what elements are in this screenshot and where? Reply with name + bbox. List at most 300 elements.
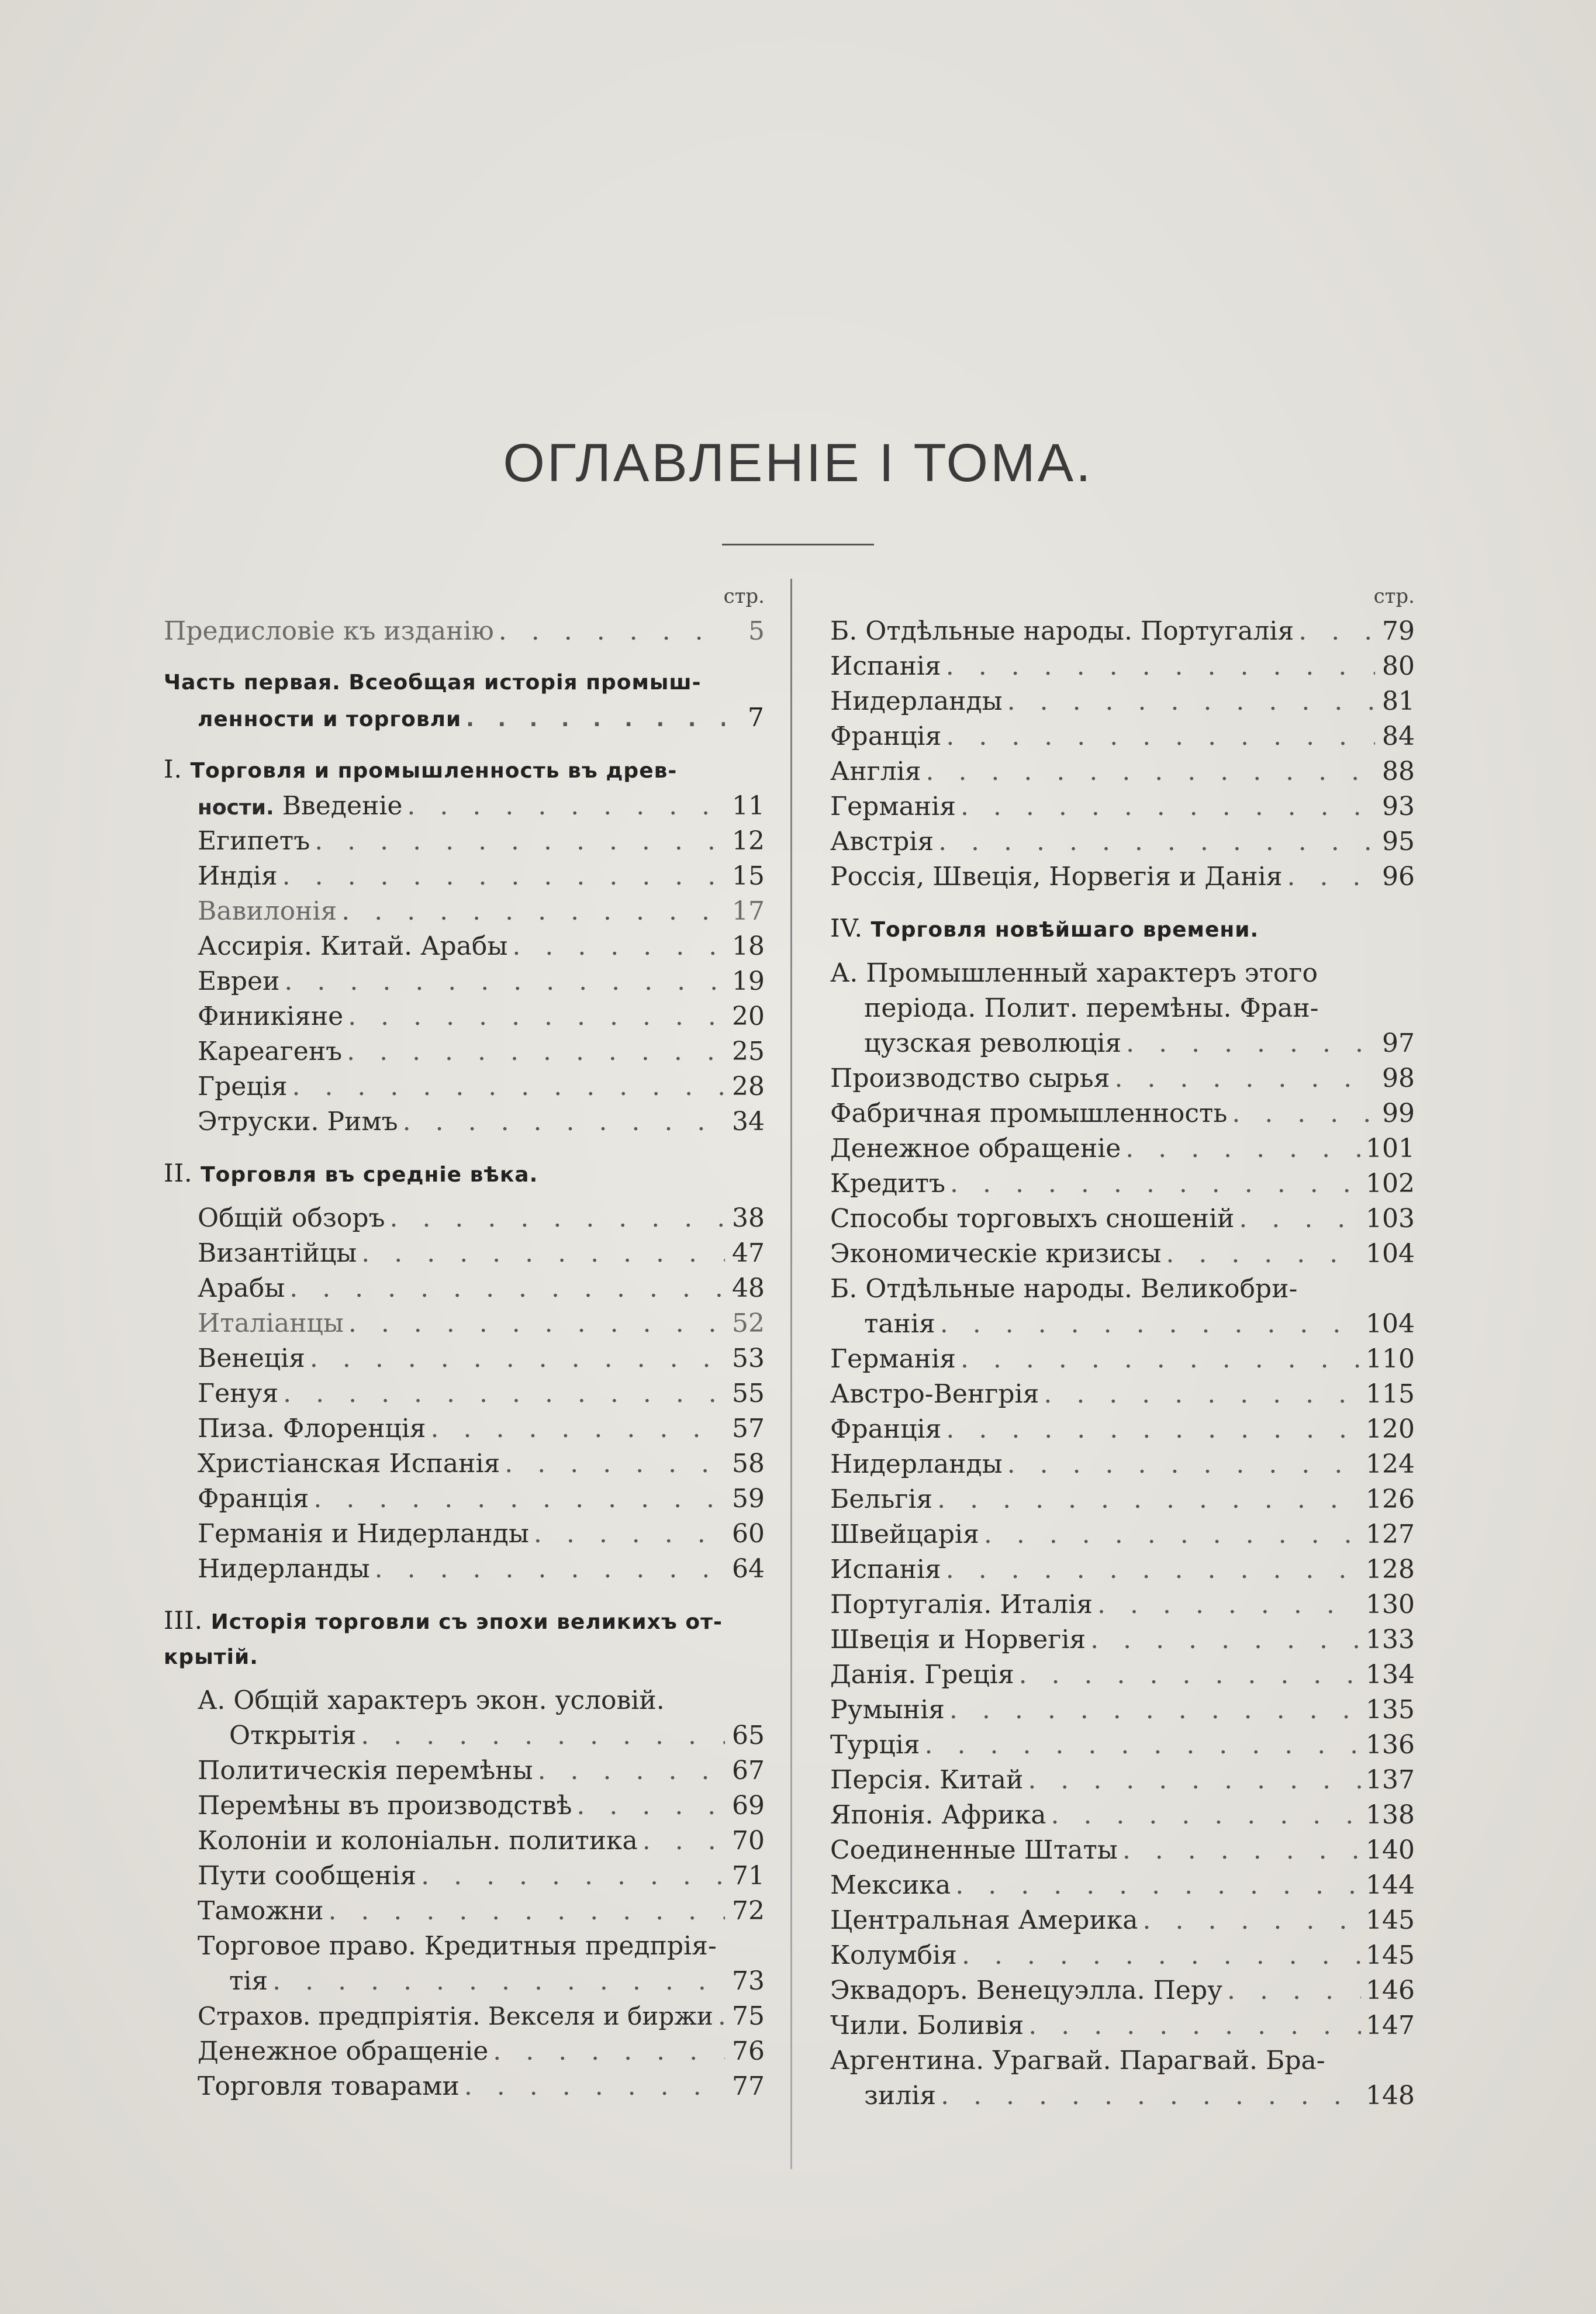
- toc-entry-page: 97: [1382, 1028, 1415, 1058]
- toc-entry-page: 126: [1366, 1484, 1415, 1514]
- toc-entry[interactable]: [164, 1069, 765, 1104]
- title-rule: [722, 544, 874, 545]
- section-numeral: IV.: [830, 914, 863, 942]
- toc-entry-line[interactable]: періода. Полит. перемѣны. Фран-: [864, 993, 1319, 1023]
- toc-entry-label: Колумбія: [830, 1940, 957, 1970]
- toc-entry-page: 146: [1366, 1975, 1415, 2005]
- column-divider: [790, 579, 792, 2169]
- section-3-items: [164, 1683, 765, 2104]
- toc-entry-label: Египетъ: [198, 826, 310, 856]
- part-one-label: Часть первая.: [164, 671, 341, 695]
- toc-entry-label: Германія: [830, 792, 956, 821]
- toc-entry[interactable]: [830, 1131, 1415, 1166]
- toc-entry-label: Евреи: [198, 966, 280, 996]
- toc-entry-page: 73: [732, 1966, 765, 1996]
- leader-dots: [466, 702, 725, 737]
- toc-entry[interactable]: [830, 1201, 1415, 1237]
- toc-entry-label: Греція: [198, 1072, 288, 1101]
- section-4: [830, 911, 1415, 2113]
- toc-entry-page: 103: [1366, 1204, 1415, 1234]
- toc-entry-page: 47: [732, 1238, 765, 1268]
- section-3b-items: [830, 614, 1415, 894]
- toc-entry-line[interactable]: Торговое право. Кредитныя предпрія-: [198, 1931, 717, 1961]
- toc-entry-page: 58: [732, 1449, 765, 1479]
- toc-entry[interactable]: [164, 1517, 765, 1552]
- toc-entry-page: 130: [1366, 1590, 1415, 1619]
- toc-entry-label: Соединенные Штаты: [830, 1835, 1118, 1865]
- leader-dots: [403, 1104, 725, 1139]
- leader-dots: [937, 1482, 1361, 1517]
- toc-entry[interactable]: [830, 1763, 1415, 1798]
- toc-entry-label: Арабы: [198, 1273, 285, 1303]
- toc-entry-page: 124: [1366, 1449, 1415, 1479]
- toc-entry[interactable]: [830, 1447, 1415, 1482]
- section-2: [164, 1156, 765, 1587]
- toc-entry-label: Германія: [830, 1344, 956, 1374]
- leader-dots: [718, 1999, 725, 2034]
- toc-entry[interactable]: [164, 2069, 765, 2104]
- toc-entry-label: Румынія: [830, 1695, 945, 1725]
- toc-entry-page: 110: [1366, 1344, 1415, 1374]
- toc-entry[interactable]: [830, 754, 1415, 789]
- section-3-heading-cont: крытій.: [164, 1645, 258, 1669]
- leader-dots: [938, 824, 1375, 859]
- toc-entry-page: 57: [732, 1414, 765, 1443]
- toc-entry-page: 69: [732, 1791, 765, 1821]
- toc-entry-page: 140: [1366, 1835, 1415, 1865]
- toc-entry-label: Способы торговыхъ сношеній: [830, 1204, 1235, 1234]
- toc-entry[interactable]: [830, 2078, 1415, 2113]
- toc-entry[interactable]: [830, 1237, 1415, 1272]
- leader-dots: [1287, 859, 1375, 894]
- toc-entry-label: зилія: [864, 2081, 937, 2111]
- leader-dots: [1122, 1833, 1361, 1868]
- leader-dots: [941, 2078, 1361, 2113]
- leader-dots: [925, 754, 1375, 789]
- toc-entry-label: Нидерланды: [198, 1554, 370, 1584]
- toc-entry-label: Кредитъ: [830, 1169, 946, 1199]
- toc-entry-label: Перемѣны въ производствѣ: [198, 1791, 572, 1821]
- leader-dots: [1239, 1201, 1361, 1237]
- toc-entry-label: Англія: [830, 757, 921, 786]
- toc-entry-label: Вавилонія: [198, 896, 337, 926]
- toc-entry-page: 28: [732, 1072, 765, 1101]
- toc-entry-label: Испанія: [830, 651, 941, 681]
- toc-entry-label: тія: [229, 1966, 268, 1996]
- toc-entry-label: Россія, Швеція, Норвегія и Данія: [830, 862, 1283, 892]
- toc-entry-page: 48: [732, 1273, 765, 1303]
- leader-dots: [1051, 1798, 1361, 1833]
- leader-dots: [421, 1859, 725, 1894]
- toc-entry[interactable]: [830, 1307, 1415, 1342]
- toc-entry[interactable]: [830, 684, 1415, 719]
- toc-entry-page: 67: [732, 1756, 765, 1785]
- toc-entry-page: 12: [732, 826, 765, 856]
- toc-entry-page: 104: [1366, 1309, 1415, 1339]
- leader-dots: [1227, 1973, 1361, 2008]
- toc-entry-page: 34: [732, 1107, 765, 1137]
- toc-entry-page: 77: [732, 2071, 765, 2101]
- toc-entry-page: 148: [1366, 2081, 1415, 2111]
- toc-entry-label: Открытія: [229, 1721, 357, 1750]
- leader-dots: [642, 1823, 725, 1859]
- leader-dots: [283, 1376, 725, 1411]
- toc-entry[interactable]: [164, 1859, 765, 1894]
- leader-dots: [984, 1517, 1361, 1552]
- toc-entry-label: ности. Введеніе: [198, 791, 403, 821]
- toc-entry-label: Персія. Китай: [830, 1765, 1024, 1795]
- leader-dots: [310, 1341, 725, 1376]
- toc-entry-label: Данія. Греція: [830, 1660, 1014, 1690]
- leader-dots: [341, 894, 725, 929]
- toc-entry[interactable]: [830, 1166, 1415, 1201]
- toc-entry-line[interactable]: А. Общій характеръ экон. условій.: [198, 1686, 665, 1715]
- toc-entry-page: 71: [732, 1861, 765, 1891]
- toc-entry-page: 60: [732, 1519, 765, 1549]
- toc-entry-page: 55: [732, 1379, 765, 1408]
- toc-entry[interactable]: [164, 894, 765, 929]
- leader-dots: [1019, 1657, 1361, 1693]
- toc-entry-label: Швейцарія: [830, 1519, 979, 1549]
- leader-dots: [1143, 1903, 1362, 1938]
- toc-entry[interactable]: [830, 2008, 1415, 2043]
- toc-entry[interactable]: [164, 1034, 765, 1069]
- toc-entry-page: 25: [732, 1037, 765, 1066]
- toc-entry-page: 79: [1382, 616, 1415, 646]
- section-3-heading[interactable]: III. Исторія торговли съ эпохи великихъ от-: [164, 1606, 723, 1635]
- toc-entry[interactable]: [830, 649, 1415, 684]
- leader-dots: [962, 1938, 1361, 1973]
- leader-dots: [946, 1412, 1361, 1447]
- toc-entry-page: 18: [732, 931, 765, 961]
- toc-entry[interactable]: [830, 1728, 1415, 1763]
- toc-entry-page: 135: [1366, 1695, 1415, 1725]
- toc-entry-label: Экономическіе кризисы: [830, 1239, 1162, 1269]
- toc-entry[interactable]: [164, 1104, 765, 1139]
- leader-dots: [961, 789, 1375, 824]
- leader-dots: [512, 929, 725, 964]
- toc-entry-label: Византійцы: [198, 1238, 357, 1268]
- toc-entry-label: Швеція и Норвегія: [830, 1625, 1086, 1655]
- leader-dots: [1028, 1763, 1361, 1798]
- toc-entry-page: 138: [1366, 1800, 1415, 1830]
- section-4-heading[interactable]: IV. Торговля новѣйшаго времени.: [830, 914, 1259, 942]
- leader-dots: [955, 1868, 1361, 1903]
- leader-dots: [538, 1753, 725, 1788]
- toc-entry[interactable]: [830, 1798, 1415, 1833]
- toc-entry-page: 5: [748, 616, 765, 646]
- toc-entry-page: 99: [1382, 1099, 1415, 1128]
- toc-entry-label: Ассирія. Китай. Арабы: [198, 931, 508, 961]
- toc-entry[interactable]: [830, 1587, 1415, 1622]
- toc-entry-page: 128: [1366, 1555, 1415, 1584]
- toc-entry-label: Генуя: [198, 1379, 279, 1408]
- toc-entry-label: Чили. Боливія: [830, 2011, 1024, 2040]
- toc-entry-label: Португалія. Италія: [830, 1590, 1093, 1619]
- toc-entry[interactable]: [830, 789, 1415, 824]
- toc-entry[interactable]: [164, 1718, 765, 1753]
- leader-dots: [361, 1236, 725, 1271]
- toc-entry[interactable]: [830, 1482, 1415, 1517]
- toc-entry-page: 76: [732, 2036, 765, 2066]
- toc-entry[interactable]: [830, 859, 1415, 894]
- section-2-heading[interactable]: II. Торговля въ средніе вѣка.: [164, 1159, 538, 1187]
- toc-entry-label: Предисловіе къ изданію: [164, 616, 494, 646]
- leader-dots: [505, 1446, 725, 1481]
- toc-entry[interactable]: [164, 824, 765, 859]
- toc-entry[interactable]: [830, 1903, 1415, 1938]
- toc-entry[interactable]: [164, 1999, 765, 2034]
- leader-dots: [1044, 1377, 1361, 1412]
- toc-entry[interactable]: [830, 1026, 1415, 1061]
- leader-dots: [347, 1034, 725, 1069]
- leader-dots: [1126, 1026, 1375, 1061]
- toc-entry[interactable]: [164, 1753, 765, 1788]
- toc-entry-label: Индія: [198, 861, 278, 891]
- toc-entry[interactable]: [164, 999, 765, 1034]
- toc-entry[interactable]: [164, 964, 765, 999]
- section-4-items: [830, 956, 1415, 2113]
- toc-entry-page: 101: [1366, 1134, 1415, 1163]
- leader-dots: [407, 789, 725, 824]
- toc-entry[interactable]: [830, 1517, 1415, 1552]
- leader-dots: [1114, 1061, 1375, 1096]
- leader-dots: [925, 1728, 1361, 1763]
- toc-entry-page: 133: [1366, 1625, 1415, 1655]
- leader-dots: [361, 1718, 725, 1753]
- toc-entry-label: Франція: [198, 1484, 309, 1514]
- toc-entry-label: Производство сырья: [830, 1063, 1110, 1093]
- leader-dots: [315, 824, 725, 859]
- toc-entry-page: 88: [1382, 757, 1415, 786]
- toc-entry-page: 145: [1366, 1905, 1415, 1935]
- leader-dots: [950, 1166, 1361, 1201]
- part-one-heading[interactable]: [164, 665, 765, 735]
- toc-entry-label: Нидерланды: [830, 686, 1003, 716]
- toc-entry-page: 38: [732, 1203, 765, 1233]
- toc-entry[interactable]: [830, 1833, 1415, 1868]
- leader-dots: [289, 1271, 725, 1306]
- toc-entry-label: Страхов. предпріятія. Векселя и биржи: [198, 2002, 713, 2030]
- toc-entry[interactable]: [830, 1657, 1415, 1693]
- toc-entry-line[interactable]: А. Промышленный характеръ этого: [830, 958, 1318, 988]
- leader-dots: [1125, 1131, 1361, 1166]
- leader-dots: [534, 1517, 725, 1552]
- toc-left-column: [164, 585, 765, 2112]
- toc-entry[interactable]: [164, 1481, 765, 1517]
- leader-dots: [284, 964, 725, 999]
- leader-dots: [946, 719, 1375, 754]
- toc-entry[interactable]: [830, 1377, 1415, 1412]
- toc-entry-page: 81: [1382, 686, 1415, 716]
- toc-entry[interactable]: [164, 1894, 765, 1929]
- toc-entry[interactable]: [164, 1306, 765, 1341]
- toc-entry-label: Австрія: [830, 827, 934, 856]
- toc-entry[interactable]: [830, 1973, 1415, 2008]
- leader-dots: [1028, 2008, 1361, 2043]
- section-1-heading[interactable]: I. Торговля и промышленность въ древ-: [164, 755, 678, 783]
- section-numeral: II.: [164, 1159, 193, 1187]
- leader-dots: [292, 1069, 725, 1104]
- leader-dots: [389, 1201, 725, 1236]
- toc-entry[interactable]: [830, 1552, 1415, 1587]
- toc-entry-label: Японія. Африка: [830, 1800, 1046, 1830]
- toc-entry-page: 96: [1382, 862, 1415, 892]
- toc-entry[interactable]: [830, 1868, 1415, 1903]
- part-one-title: Всеобщая исторія промыш-: [340, 671, 702, 695]
- leader-dots: [940, 1307, 1361, 1342]
- toc-entry[interactable]: [164, 1788, 765, 1823]
- toc-entry-page: 104: [1366, 1239, 1415, 1269]
- toc-entry-page: 145: [1366, 1940, 1415, 1970]
- toc-entry-page: 137: [1366, 1765, 1415, 1795]
- toc-entry[interactable]: [830, 1938, 1415, 1973]
- toc-entry-page: 93: [1382, 792, 1415, 821]
- toc-entry[interactable]: [164, 1823, 765, 1859]
- toc-entry[interactable]: [164, 789, 765, 824]
- leader-dots: [313, 1481, 725, 1517]
- leader-dots: [1166, 1237, 1361, 1272]
- page-label: стр.: [723, 585, 765, 608]
- leader-dots: [348, 1306, 725, 1341]
- toc-entry-label: Испанія: [830, 1555, 941, 1584]
- leader-dots: [348, 999, 725, 1034]
- toc-entry-page: 11: [732, 791, 765, 821]
- toc-entry[interactable]: [830, 719, 1415, 754]
- toc-entry-page: 84: [1382, 721, 1415, 751]
- leader-dots: [375, 1552, 725, 1587]
- leader-dots: [499, 614, 725, 649]
- toc-entry[interactable]: [164, 1552, 765, 1587]
- toc-entry-label: Денежное обращеніе: [830, 1134, 1121, 1163]
- toc-entry-label: Австро-Венгрія: [830, 1379, 1039, 1409]
- toc-entry[interactable]: [164, 2034, 765, 2069]
- toc-entry-label: Этруски. Римъ: [198, 1107, 398, 1137]
- toc-entry-page: 144: [1366, 1870, 1415, 1900]
- toc-entry[interactable]: [830, 614, 1415, 649]
- toc-entry[interactable]: [830, 1693, 1415, 1728]
- toc-entry[interactable]: [830, 1096, 1415, 1131]
- toc-entry-label: Нидерланды: [830, 1449, 1003, 1479]
- toc-entry-label: Венеція: [198, 1343, 305, 1373]
- toc-entry-page: 115: [1366, 1379, 1415, 1409]
- toc-entry-page: 72: [732, 1896, 765, 1926]
- leader-dots: [464, 2069, 725, 2104]
- toc-entry-label: Фабричная промышленность: [830, 1099, 1228, 1128]
- toc-entry[interactable]: [164, 1376, 765, 1411]
- toc-entry-line[interactable]: Б. Отдѣльные народы. Великобри-: [830, 1274, 1298, 1304]
- toc-entry-line[interactable]: Аргентина. Урагвай. Парагвай. Бра-: [830, 2046, 1325, 2075]
- toc-entry[interactable]: [164, 1236, 765, 1271]
- leader-dots: [1090, 1622, 1361, 1657]
- toc-entry-label: Центральная Америка: [830, 1905, 1138, 1935]
- toc-entry[interactable]: [164, 1411, 765, 1446]
- toc-entry-preface[interactable]: [164, 614, 765, 649]
- toc-entry[interactable]: [164, 1964, 765, 1999]
- toc-entry[interactable]: [164, 929, 765, 964]
- leader-dots: [1232, 1096, 1375, 1131]
- toc-entry[interactable]: [830, 1061, 1415, 1096]
- leader-dots: [1007, 1447, 1361, 1482]
- leader-dots: [946, 1552, 1361, 1587]
- toc-entry-page: 147: [1366, 2011, 1415, 2040]
- toc-entry-label: Германія и Нидерланды: [198, 1519, 529, 1549]
- leader-dots: [949, 1693, 1361, 1728]
- toc-entry[interactable]: [830, 1342, 1415, 1377]
- leader-dots: [431, 1411, 725, 1446]
- leader-dots: [272, 1964, 725, 1999]
- toc-entry-label: Пути сообщенія: [198, 1861, 417, 1891]
- leader-dots: [576, 1788, 725, 1823]
- leader-dots: [961, 1342, 1361, 1377]
- toc-entry-page: 127: [1366, 1519, 1415, 1549]
- toc-entry-page: 15: [732, 861, 765, 891]
- toc-entry-page: 53: [732, 1343, 765, 1373]
- toc-entry[interactable]: [164, 1341, 765, 1376]
- toc-entry-page: 95: [1382, 827, 1415, 856]
- toc-entry[interactable]: [164, 859, 765, 894]
- toc-entry-page: 75: [732, 2001, 765, 2031]
- toc-entry-label: Италіанцы: [198, 1308, 344, 1338]
- toc-entry[interactable]: [830, 1412, 1415, 1447]
- toc-entry[interactable]: [164, 1271, 765, 1306]
- toc-entry-page: 20: [732, 1001, 765, 1031]
- section-1-items: [164, 824, 765, 1139]
- part-one-title-cont: ленности и торговли: [198, 707, 462, 731]
- toc-entry-label: Денежное обращеніе: [198, 2036, 489, 2066]
- toc-entry-page: 120: [1366, 1414, 1415, 1444]
- toc-entry-page: 102: [1366, 1169, 1415, 1199]
- leader-dots: [1097, 1587, 1361, 1622]
- toc-entry[interactable]: [830, 1622, 1415, 1657]
- section-2-items: [164, 1201, 765, 1587]
- toc-entry-label: Таможни: [198, 1896, 324, 1926]
- toc-entry-label: Бельгія: [830, 1484, 933, 1514]
- toc-entry-label: Политическія перемѣны: [198, 1756, 533, 1785]
- toc-entry-label: Франція: [830, 1414, 942, 1444]
- section-3: [164, 1603, 765, 2104]
- toc-entry-label: Общій обзоръ: [198, 1203, 385, 1233]
- toc-entry-label: Б. Отдѣльные народы. Португалія: [830, 616, 1294, 646]
- toc-entry-label: Финикіяне: [198, 1001, 344, 1031]
- toc-entry-page: 19: [732, 966, 765, 996]
- toc-entry-page: 52: [732, 1308, 765, 1338]
- page-label: стр.: [1373, 585, 1415, 608]
- toc-entry-page: 70: [732, 1826, 765, 1856]
- toc-entry-page: 98: [1382, 1063, 1415, 1093]
- toc-entry-page: 7: [748, 703, 765, 733]
- leader-dots: [1298, 614, 1375, 649]
- section-1: [164, 752, 765, 1139]
- leader-dots: [946, 649, 1375, 684]
- toc-entry[interactable]: [830, 824, 1415, 859]
- section-numeral: I.: [164, 755, 182, 783]
- toc-entry-label: Торговля товарами: [198, 2071, 460, 2101]
- leader-dots: [493, 2034, 725, 2069]
- section-numeral: III.: [164, 1606, 203, 1635]
- leader-dots: [328, 1894, 725, 1929]
- toc-entry-label: Пиза. Флоренція: [198, 1414, 426, 1443]
- toc-entry-label: Мексика: [830, 1870, 951, 1900]
- page-title: ОГЛАВЛЕНІЕ I ТОМА.: [503, 433, 1093, 493]
- toc-entry[interactable]: [164, 1446, 765, 1481]
- toc-entry-label: цузская революція: [864, 1028, 1122, 1058]
- toc-entry-label: Колоніи и колоніальн. политика: [198, 1826, 638, 1856]
- toc-entry-page: 59: [732, 1484, 765, 1514]
- toc-entry[interactable]: [164, 1201, 765, 1236]
- leader-dots: [282, 859, 725, 894]
- toc-entry-page: 134: [1366, 1660, 1415, 1690]
